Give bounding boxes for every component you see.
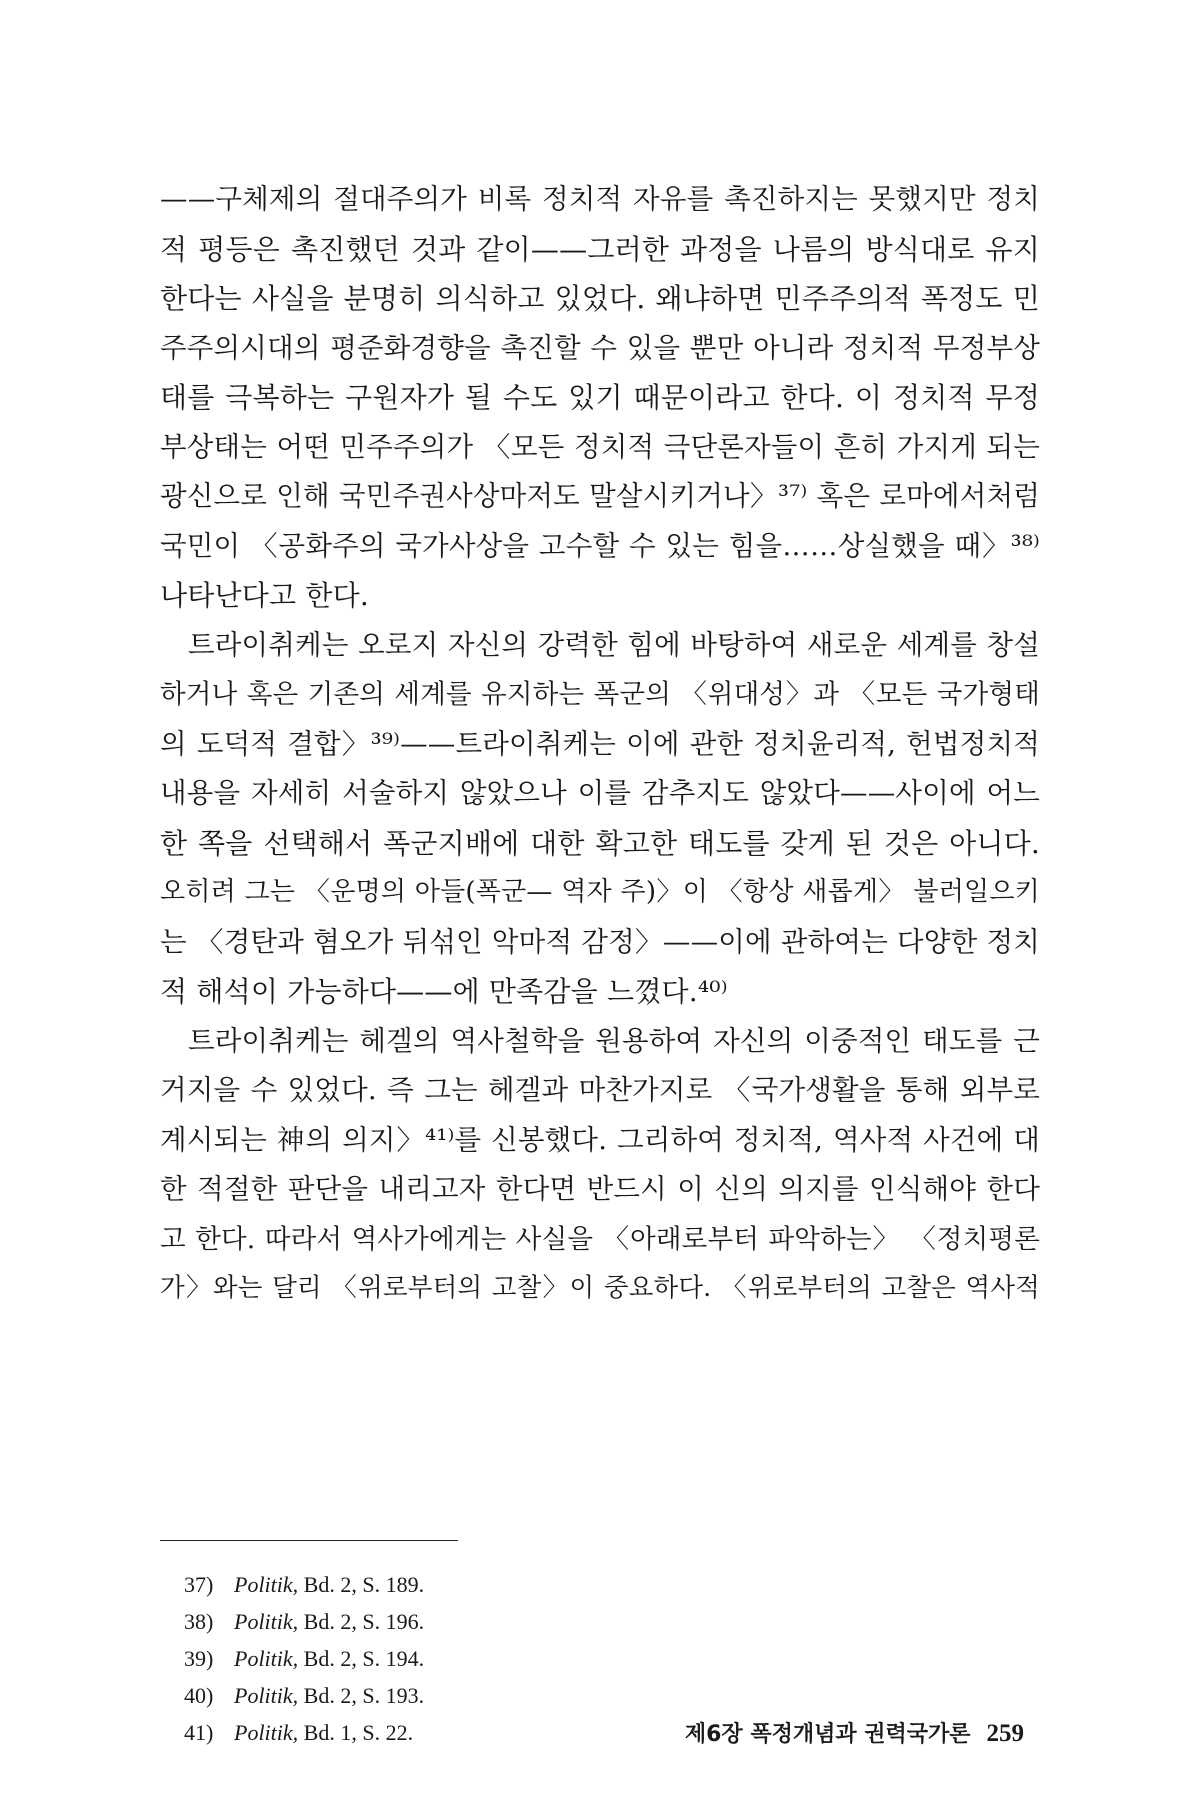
footnote-item	[184, 1603, 684, 1640]
footnote-ref: Bd. 2, S. 189.	[298, 1572, 425, 1597]
text-line: 한 쪽을 선택해서 폭군지배에 대한 확고한 태도를 갖게 된 것은 아니다.	[160, 826, 1040, 860]
footnote-ref: Bd. 1, S. 22.	[298, 1720, 414, 1745]
body-text	[160, 175, 1040, 1314]
text-line: 거지을 수 있었다. 즉 그는 헤겔과 마찬가지로 〈국가생활을 통해 외부로	[160, 1074, 1040, 1106]
text-line: 오히려 그는 〈운명의 아들(폭군— 역자 주)〉이 〈항상 새롭게〉 불러일으키	[160, 877, 1040, 907]
chapter-title: 제6장 폭정개념과 권력국가론	[684, 1722, 971, 1747]
text-line: 주주의시대의 평준화경향을 촉진할 수 있을 뿐만 아니라 정치적 무정부상	[160, 331, 1040, 364]
text-line: 내용을 자세히 서술하지 않았으나 이를 감추지도 않았다——사이에 어느	[160, 777, 1040, 809]
page-footer	[685, 1717, 1024, 1748]
footnote-source: Politik,	[234, 1572, 299, 1597]
paragraph-first-line: 트라이취케는 헤겔의 역사철학을 원용하여 자신의 이중적인 태도를 근	[188, 1024, 1040, 1057]
footnotes	[184, 1566, 684, 1751]
footnote-item	[184, 1677, 684, 1714]
footnote-item	[184, 1640, 684, 1677]
text-line: 적 해석이 가능하다——에 만족감을 느꼈다.⁴⁰⁾	[160, 975, 728, 1008]
text-line: 부상태는 어떤 민주주의가 〈모든 정치적 극단론자들이 흔히 가지게 되는	[160, 430, 1040, 463]
footnote-source: Politik,	[234, 1646, 299, 1671]
footnote-item	[184, 1566, 684, 1603]
footnote-ref: Bd. 2, S. 194.	[298, 1646, 425, 1671]
text-line: 고 한다. 따라서 역사가에게는 사실을 〈아래로부터 파악하는〉 〈정치평론	[160, 1223, 1040, 1255]
text-line: 국민이 〈공화주의 국가사상을 고수할 수 있는 힘을……상실했을 때〉³⁸⁾	[160, 529, 1040, 562]
text-line: 나타난다고 한다.	[160, 579, 369, 612]
text-line: 광신으로 인해 국민주권사상마저도 말살시키거나〉³⁷⁾ 혹은 로마에서처럼	[160, 480, 1040, 512]
footnote-source: Politik,	[234, 1720, 299, 1745]
footnote-ref: Bd. 2, S. 196.	[298, 1609, 425, 1634]
footnote-number: 39)	[184, 1646, 214, 1671]
footnote-number: 41)	[184, 1720, 214, 1745]
footnote-source: Politik,	[234, 1683, 299, 1708]
text-line: ——구체제의 절대주의가 비록 정치적 자유를 촉진하지는 못했지만 정치	[160, 183, 1040, 215]
text-line: 계시되는 神의 의지〉⁴¹⁾를 신봉했다. 그리하여 정치적, 역사적 사건에 대	[160, 1123, 1040, 1156]
text-line: 하거나 혹은 기존의 세계를 유지하는 폭군의 〈위대성〉과 〈모든 국가형태	[160, 679, 1040, 710]
text-line: 적 평등은 촉진했던 것과 같이——그러한 과정을 나름의 방식대로 유지	[160, 232, 1040, 266]
footnote-number: 37)	[184, 1572, 214, 1597]
text-line: 태를 극복하는 구원자가 될 수도 있기 때문이라고 한다. 이 정치적 무정	[160, 381, 1040, 414]
text-line: 는 〈경탄과 혐오가 뒤섞인 악마적 감정〉——이에 관하여는 다양한 정치	[160, 925, 1040, 958]
footnote-ref: Bd. 2, S. 193.	[298, 1683, 425, 1708]
footnote-number: 40)	[184, 1683, 214, 1708]
footnote-number: 38)	[184, 1609, 214, 1634]
footnote-divider	[160, 1540, 458, 1541]
paragraph-first-line: 트라이취케는 오로지 자신의 강력한 힘에 바탕하여 새로운 세계를 창설	[188, 628, 1040, 661]
text-line: 한 적절한 판단을 내리고자 한다면 반드시 이 신의 의지를 인식해야 한다	[160, 1173, 1040, 1205]
text-line: 의 도덕적 결합〉³⁹⁾——트라이취케는 이에 관한 정치윤리적, 헌법정치적	[160, 727, 1040, 760]
text-line: 한다는 사실을 분명히 의식하고 있었다. 왜냐하면 민주주의적 폭정도 민	[160, 282, 1040, 315]
page-number: 259	[986, 1720, 1024, 1747]
footnote-source: Politik,	[234, 1609, 299, 1634]
footnote-item	[184, 1714, 684, 1751]
text-line: 가〉와는 달리 〈위로부터의 고찰〉이 중요하다. 〈위로부터의 고찰은 역사적	[160, 1273, 1040, 1303]
